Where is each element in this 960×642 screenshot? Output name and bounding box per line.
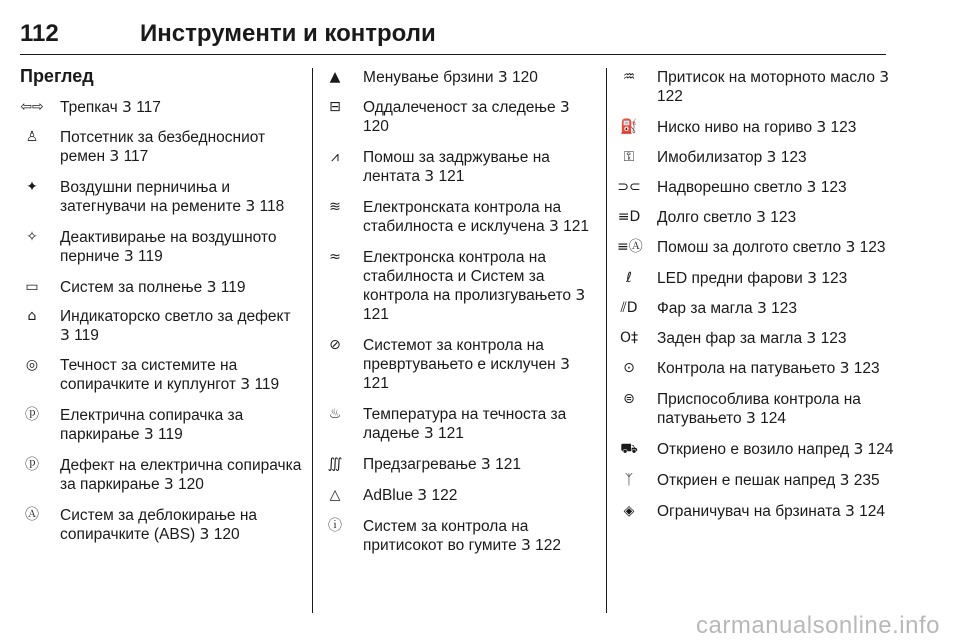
page-ref-link[interactable]: 123 [766,300,797,317]
page-ref-link[interactable]: 123 [817,270,848,287]
page-ref-symbol: 3 [240,375,251,393]
entry-label: Заден фар за магла [657,330,807,347]
page-ref-link[interactable]: 117 [131,99,161,116]
page-ref-symbol: 3 [109,147,120,165]
page-ref-symbol: 3 [122,98,132,116]
page-ref-link[interactable]: 235 [849,472,880,489]
entry-label: Систем за полнење [60,279,207,296]
entry-label: Откриен е пешак напред [657,472,840,489]
warning-lamp-icon: ⌂ [27,308,37,324]
warning-lamp-icon: ✦ [26,179,38,195]
warning-lamp-icon: ⩘ [331,149,339,165]
page-ref-symbol: 3 [756,299,767,317]
page-ref-link[interactable]: 123 [826,119,857,136]
entry-label: Индикаторско светло за дефект [60,308,291,325]
entry-label: Предзагревање [363,456,481,473]
index-entry [617,238,897,257]
page-ref-symbol: 3 [199,525,210,543]
warning-lamp-icon: O‡ [619,330,639,346]
page-header [20,14,886,55]
warning-lamp-icon: Ⓐ [25,507,39,523]
warning-lamp-icon: ◈ [623,503,635,519]
page-ref-link[interactable]: 122 [657,88,683,105]
entry-label: Фар за магла [657,300,757,317]
warning-lamp-icon: ⓘ [328,518,342,534]
column-left [20,98,302,544]
column-right [617,68,897,521]
warning-lamp-icon: ⇦⇨ [20,99,44,115]
entry-label: Електронската контрола на стабилноста е исклучена [363,199,562,235]
warning-lamp-icon: ⓟ [25,457,39,473]
index-entry [20,228,302,266]
page-ref-link[interactable]: 124 [863,441,894,458]
page-ref-link[interactable]: 117 [119,148,149,165]
warning-lamp-icon: ᛉ [624,472,634,488]
warning-lamp-icon: ≡Ⓐ [617,239,643,255]
index-entry [617,329,897,348]
page-ref-symbol: 3 [816,118,827,136]
page-ref-link[interactable]: 121 [433,425,464,442]
entry-label: Потсетник за безбедносниот ремен [60,129,266,165]
index-entry [20,98,302,117]
page-ref-symbol: 3 [424,167,435,185]
index-entry [323,198,595,236]
page-ref-symbol: 3 [845,238,856,256]
warning-lamp-icon: ⊟ [329,99,341,115]
page-title: Инструменти и контроли [140,20,436,47]
index-entry [20,506,302,544]
page-ref-link[interactable]: 119 [216,279,246,296]
page-ref-link[interactable]: 122 [427,487,458,504]
page-ref-link[interactable]: 123 [765,209,797,226]
page-ref-link[interactable]: 121 [490,456,521,473]
entry-label: Откриено е возило напред [657,441,854,458]
warning-lamp-icon: ⊜ [623,391,635,407]
index-entry [20,278,302,297]
entry-label: Имобилизатор [657,149,767,166]
page-ref-symbol: 3 [497,68,508,86]
page-number: 112 [20,20,59,47]
warning-lamp-icon: ▭ [25,279,39,295]
entry-label: Притисок на моторното масло [657,69,880,86]
page-ref-link[interactable]: 121 [363,375,389,392]
page-ref-symbol: 3 [839,359,850,377]
index-entry [20,128,302,166]
page-ref-link[interactable]: 120 [209,526,240,543]
page-ref-symbol: 3 [417,486,428,504]
page-ref-symbol: 3 [806,329,817,347]
entry-label: Систем за контрола на притисокот во гумите [363,518,529,554]
entry-label: Помош за задржување на лентата [363,149,550,185]
page-ref-symbol: 3 [766,148,777,166]
index-entry [617,390,897,428]
index-entry [617,208,897,227]
warning-lamp-icon: ✧ [26,229,38,245]
index-entry [323,486,595,505]
warning-lamp-icon: ℓ [626,270,632,286]
entry-label: Помош за долгото светло [657,239,846,256]
column-middle [323,68,595,555]
warning-lamp-icon: ▲ [329,69,341,85]
warning-lamp-icon: ♒ [622,69,636,85]
index-entry [617,118,897,137]
page-ref-link[interactable]: 119 [133,248,163,265]
index-entry [323,68,595,87]
page-ref-symbol: 3 [123,247,134,265]
index-entry [617,440,897,459]
entry-label: Температура на течноста за ладење [363,406,567,442]
index-entry [617,471,897,490]
warning-lamp-icon: ∭ [327,456,343,472]
entry-label: Електронска контрола на стабилноста и Систем за контрола на пролизгувањето [363,249,576,304]
page-ref-link[interactable]: 123 [849,360,880,377]
index-entry [323,517,595,555]
entry-label: Контрола на патувањето [657,360,840,377]
page-ref-link[interactable]: 119 [250,376,280,393]
page-ref-symbol: 3 [521,536,531,554]
page-ref-link[interactable]: 121 [363,306,389,323]
index-entry [20,178,302,216]
entry-label: Трепкач [60,99,123,116]
index-entry [617,148,897,167]
page-ref-symbol: 3 [844,502,855,520]
index-entry [323,455,595,474]
index-entry [323,248,595,324]
page-ref-link[interactable]: 118 [255,198,285,215]
warning-lamp-icon: ⊘ [329,337,341,353]
entry-label: Менување брзини [363,69,498,86]
warning-lamp-icon: ⛟ [620,441,638,457]
entry-label: Течност за системите на сопирачките и куплунгот [60,357,241,393]
warning-lamp-icon: ≋ [329,199,341,215]
warning-lamp-icon: ⓟ [25,407,39,423]
entry-label: AdBlue [363,487,418,504]
page-ref-symbol: 3 [548,217,559,235]
warning-lamp-icon: ≈ [329,249,341,265]
entry-label: Деактивирање на воздушното перниче [60,229,277,265]
index-entry [20,356,302,394]
page-ref-symbol: 3 [879,68,890,86]
warning-lamp-icon: ♨ [328,406,342,422]
page-ref-link[interactable]: 120 [363,118,389,135]
page-ref-symbol: 3 [756,208,766,226]
index-entry [323,405,595,443]
page-ref-symbol: 3 [853,440,864,458]
page-ref-link[interactable]: 123 [816,330,847,347]
entry-label: Електрична сопирачка за паркирање [60,407,244,443]
watermark: carmanualsonline.info [696,612,940,639]
page-ref-symbol: 3 [806,178,817,196]
column-divider [312,68,313,613]
index-entry [323,148,595,186]
entry-label: Надворешно светло [657,179,807,196]
entry-label: Приспособлива контрола на патувањето [657,391,861,427]
page-ref-symbol: 3 [839,471,850,489]
page-ref-link[interactable]: 120 [507,69,538,86]
entry-label: Систем за деблокирање на сопирачките (ABS) [60,507,258,543]
entry-label: Дефект на електрична сопирачка за паркирање [60,457,302,493]
index-entry [323,336,595,393]
warning-lamp-icon: ⊙ [623,360,635,376]
index-entry [617,502,897,521]
entry-label: Ниско ниво на гориво [657,119,817,136]
index-entry [20,406,302,444]
entry-label: LED предни фарови [657,270,808,287]
page-ref-link[interactable]: 123 [776,149,807,166]
warning-lamp-icon: ◎ [25,357,39,373]
page-ref-symbol: 3 [423,424,434,442]
entry-label: Долго светло [657,209,757,226]
page-ref-link[interactable]: 124 [755,410,786,427]
index-entry [323,98,595,136]
page-ref-symbol: 3 [559,98,570,116]
index-entry [617,68,897,106]
warning-lamp-icon: ⚿ [623,149,635,165]
index-entry [20,456,302,494]
warning-lamp-icon: ⊃⊂ [617,179,641,195]
page-ref-link[interactable]: 121 [434,168,465,185]
entry-label: Ограничувач на брзината [657,503,845,520]
page-ref-link[interactable]: 122 [530,537,562,554]
page-ref-symbol: 3 [206,278,217,296]
page-ref-link[interactable]: 121 [558,218,589,235]
page-ref-symbol: 3 [60,326,70,344]
page-ref-symbol: 3 [163,475,174,493]
entry-label: Системот за контрола на превртувањето е исклучен [363,337,561,373]
index-entry [617,359,897,378]
entry-label: Оддалеченост за следење [363,99,560,116]
page-ref-symbol: 3 [745,409,756,427]
page-ref-symbol: 3 [807,269,818,287]
page-ref-link[interactable]: 124 [854,503,886,520]
page-ref-link[interactable]: 120 [173,476,204,493]
section-title: Преглед [20,66,94,86]
warning-lamp-icon: ♙ [25,129,39,145]
entry-label: Воздушни перничиња и затегнувачи на ремените [60,179,246,215]
page-ref-link[interactable]: 119 [69,327,99,344]
index-entry [20,307,302,345]
warning-lamp-icon: ⛽ [620,119,638,135]
column-divider [606,68,607,613]
page-ref-link[interactable]: 123 [855,239,886,256]
page-ref-symbol: 3 [575,286,586,304]
index-entry [617,178,897,197]
page-ref-symbol: 3 [245,197,256,215]
page-ref-symbol: 3 [560,355,570,373]
index-entry [617,269,897,288]
page-ref-symbol: 3 [480,455,491,473]
warning-lamp-icon: ≡D [617,209,641,225]
page-ref-link[interactable]: 123 [816,179,847,196]
page-ref-link[interactable]: 119 [153,426,183,443]
page-ref-symbol: 3 [143,425,154,443]
warning-lamp-icon: ⫽D [620,300,638,316]
index-entry [617,299,897,318]
warning-lamp-icon: △ [329,487,341,503]
